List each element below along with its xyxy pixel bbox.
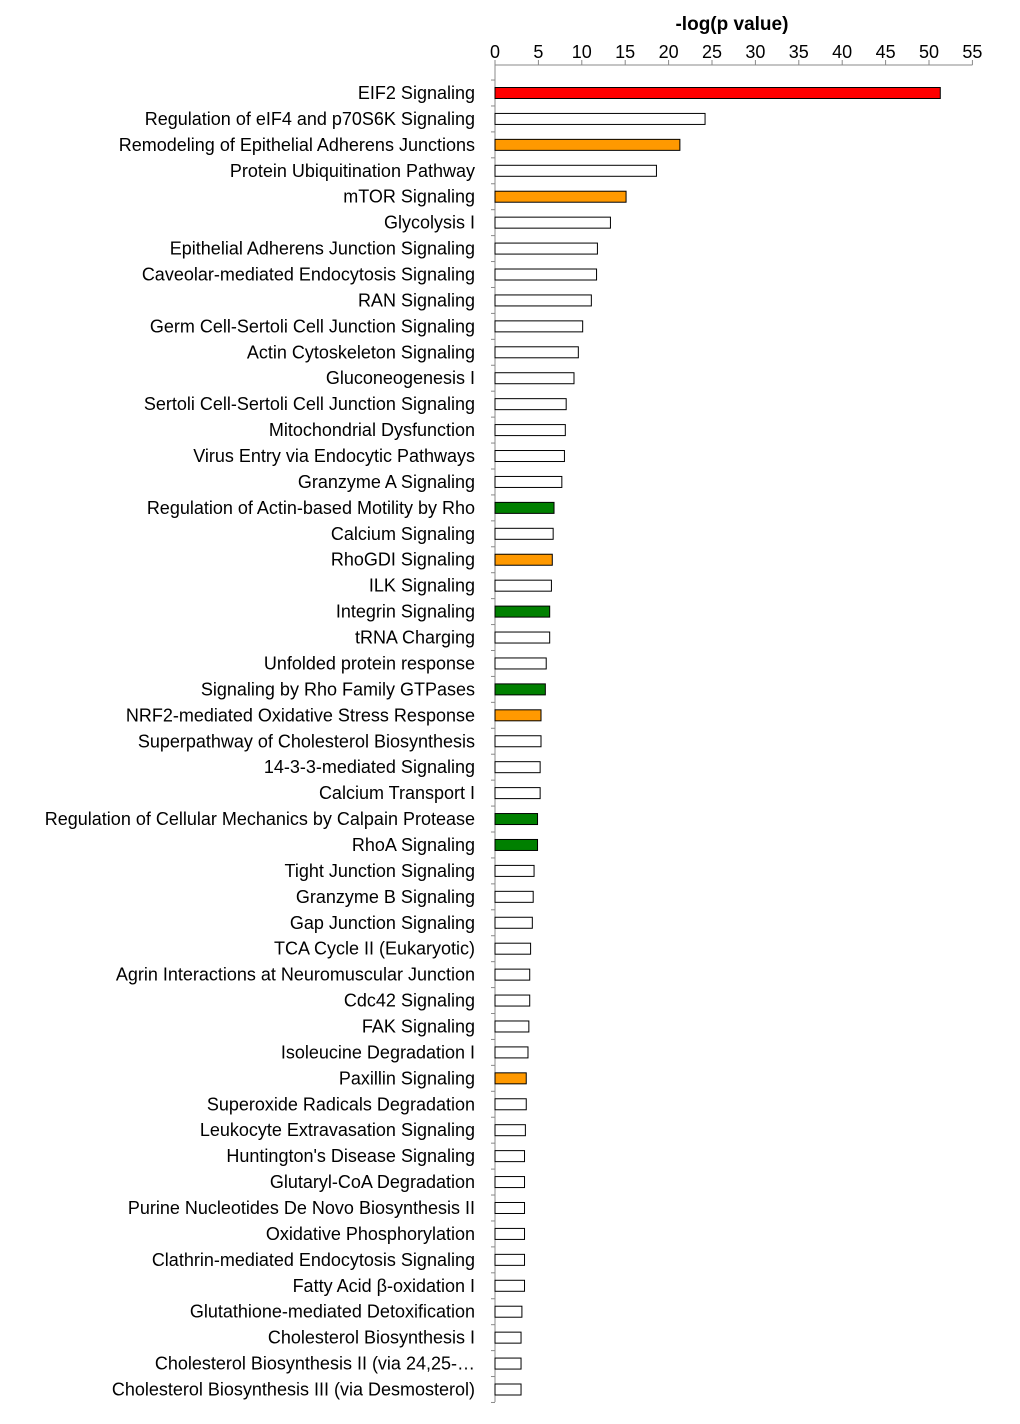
- category-label: Mitochondrial Dysfunction: [268, 420, 475, 441]
- bar: [495, 139, 680, 150]
- x-tick-label: 20: [658, 42, 679, 62]
- bar: [495, 243, 597, 254]
- category-label: Regulation of Cellular Mechanics by Calpain Protease: [44, 809, 475, 830]
- bar: [495, 165, 656, 176]
- bar: [495, 88, 940, 99]
- category-label: Actin Cytoskeleton Signaling: [246, 342, 475, 363]
- bar: [495, 113, 705, 124]
- category-label: Virus Entry via Endocytic Pathways: [193, 446, 475, 467]
- bar: [495, 736, 541, 747]
- bars: [495, 88, 940, 1396]
- bar: [495, 1151, 525, 1162]
- x-tick-label: 30: [745, 42, 766, 62]
- category-label: Clathrin-mediated Endocytosis Signaling: [151, 1249, 475, 1270]
- category-label: Epithelial Adherens Junction Signaling: [169, 238, 475, 259]
- category-label: Tight Junction Signaling: [284, 860, 475, 881]
- category-label: Gap Junction Signaling: [289, 912, 475, 933]
- bar: [495, 425, 565, 436]
- bar: [495, 1125, 525, 1136]
- bar: [495, 269, 597, 280]
- bar: [495, 321, 583, 332]
- x-axis-title: -log(p value): [675, 14, 789, 35]
- bar: [495, 995, 530, 1006]
- bar: [495, 1358, 521, 1369]
- bar: [495, 217, 610, 228]
- category-label: Cholesterol Biosynthesis II (via 24,25-…: [154, 1353, 475, 1374]
- category-label: Isoleucine Degradation I: [280, 1042, 475, 1063]
- category-label: tRNA Charging: [354, 627, 475, 648]
- category-label: Caveolar-mediated Endocytosis Signaling: [141, 264, 475, 285]
- bar: [495, 1099, 526, 1110]
- category-label: Regulation of Actin-based Motility by Rho: [146, 497, 475, 518]
- bar: [495, 476, 562, 487]
- category-label: Integrin Signaling: [335, 601, 475, 622]
- category-label: RhoGDI Signaling: [330, 549, 475, 570]
- bar: [495, 295, 591, 306]
- axes: [491, 65, 972, 1402]
- category-label: EIF2 Signaling: [357, 83, 475, 103]
- category-label: Protein Ubiquitination Pathway: [229, 160, 475, 181]
- category-labels: [45, 83, 475, 1400]
- x-axis-ticks: [490, 42, 982, 65]
- category-label: Fatty Acid β-oxidation I: [292, 1275, 475, 1296]
- bar: [495, 1177, 525, 1188]
- bar: [495, 1306, 522, 1317]
- bar: [495, 1332, 521, 1343]
- category-label: NRF2-mediated Oxidative Stress Response: [125, 705, 475, 726]
- category-label: Granzyme A Signaling: [297, 471, 475, 492]
- category-label: Gluconeogenesis I: [325, 368, 475, 389]
- category-label: Glycolysis I: [383, 212, 475, 233]
- bar: [495, 399, 566, 410]
- category-label: Cdc42 Signaling: [343, 990, 475, 1011]
- category-label: Calcium Transport I: [318, 783, 475, 804]
- x-tick-label: 55: [962, 42, 983, 62]
- category-label: RhoA Signaling: [351, 834, 475, 855]
- x-tick-label: 25: [701, 42, 723, 62]
- x-tick-label: 45: [875, 42, 896, 62]
- x-tick-label: 35: [788, 42, 809, 62]
- bar: [495, 373, 574, 384]
- category-label: Paxillin Signaling: [338, 1068, 475, 1089]
- category-label: FAK Signaling: [361, 1016, 475, 1037]
- category-label: Signaling by Rho Family GTPases: [200, 679, 475, 700]
- x-tick-label: 10: [571, 42, 592, 62]
- category-label: Sertoli Cell-Sertoli Cell Junction Signaling: [143, 394, 475, 415]
- category-label: RAN Signaling: [357, 290, 475, 311]
- bar: [495, 839, 538, 850]
- category-label: ILK Signaling: [368, 575, 475, 596]
- x-tick-label: 15: [615, 42, 636, 62]
- category-label: Granzyme B Signaling: [295, 886, 475, 907]
- bar: [495, 1047, 528, 1058]
- bar: [495, 554, 552, 565]
- bar: [495, 917, 532, 928]
- bar: [495, 1228, 525, 1239]
- category-label: mTOR Signaling: [343, 186, 475, 207]
- category-label: Germ Cell-Sertoli Cell Junction Signaling: [149, 316, 475, 337]
- bar: [495, 969, 530, 980]
- bar: [495, 1254, 525, 1265]
- category-label: Superpathway of Cholesterol Biosynthesis: [137, 731, 475, 752]
- category-label: Regulation of eIF4 and p70S6K Signaling: [144, 108, 475, 129]
- bar: [495, 632, 550, 643]
- category-label: Cholesterol Biosynthesis I: [267, 1327, 475, 1348]
- bar: [495, 762, 540, 773]
- bar: [495, 1202, 525, 1213]
- bar: [495, 606, 550, 617]
- bar: [495, 191, 626, 202]
- x-tick-label: 0: [489, 42, 501, 62]
- category-label: TCA Cycle II (Eukaryotic): [273, 938, 475, 959]
- category-label: 14-3-3-mediated Signaling: [263, 757, 475, 778]
- category-label: Calcium Signaling: [330, 523, 475, 544]
- bar: [495, 865, 534, 876]
- category-label: Cholesterol Biosynthesis III (via Desmosterol): [111, 1379, 475, 1400]
- category-label: Leukocyte Extravasation Signaling: [199, 1120, 475, 1141]
- category-label: Unfolded protein response: [263, 653, 475, 674]
- bar: [495, 1280, 525, 1291]
- bar: [495, 451, 564, 462]
- bar: [495, 347, 578, 358]
- bar: [495, 788, 540, 799]
- bar: [495, 814, 538, 825]
- bar: [495, 1384, 521, 1395]
- category-label: Purine Nucleotides De Novo Biosynthesis II: [127, 1197, 475, 1218]
- bar: [495, 710, 541, 721]
- bar: [495, 502, 554, 513]
- bar: [495, 943, 531, 954]
- bar: [495, 1021, 529, 1032]
- bar: [495, 528, 553, 539]
- category-label: Huntington's Disease Signaling: [226, 1146, 475, 1167]
- category-label: Remodeling of Epithelial Adherens Junctions: [118, 134, 475, 155]
- category-label: Agrin Interactions at Neuromuscular Junction: [115, 964, 475, 985]
- category-label: Superoxide Radicals Degradation: [206, 1094, 475, 1115]
- category-label: Glutathione-mediated Detoxification: [189, 1301, 475, 1322]
- category-label: Glutaryl-CoA Degradation: [269, 1172, 475, 1193]
- category-label: Oxidative Phosphorylation: [265, 1223, 475, 1244]
- bar: [495, 684, 545, 695]
- bar: [495, 580, 551, 591]
- x-tick-label: 40: [832, 42, 853, 62]
- x-tick-label: 50: [918, 42, 940, 62]
- x-tick-label: 5: [533, 42, 544, 62]
- bar: [495, 1073, 526, 1084]
- bar: [495, 658, 546, 669]
- bar: [495, 891, 533, 902]
